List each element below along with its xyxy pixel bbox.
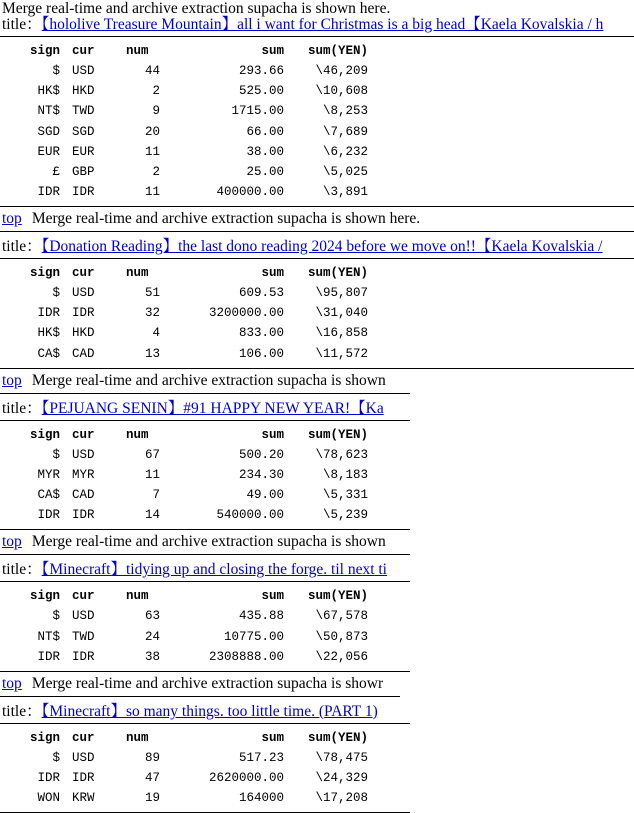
cell-sum: 164000 [238, 791, 284, 806]
top-partial-note [0, 0, 634, 17]
merge-note-row [0, 530, 412, 554]
cell-sum: 833.00 [238, 326, 284, 341]
col-num: num [126, 427, 149, 442]
cell-cur: TWD [72, 629, 95, 644]
cell-sumyen: \11,572 [315, 346, 368, 361]
cell-sum: 10775.00 [223, 629, 284, 644]
col-num: num [126, 44, 149, 58]
col-sign: sign [29, 730, 60, 745]
stream-title-link[interactable]: 【PEJUANG SENIN】#91 HAPPY NEW YEAR!【Ka [41, 399, 384, 417]
cell-sum: 66.00 [246, 124, 284, 139]
cell-cur: HKD [72, 326, 95, 341]
cell-sign: £ [52, 164, 60, 179]
cell-sumyen: \17,208 [315, 791, 368, 806]
supacha-table [8, 586, 374, 667]
supacha-table-wrap [0, 36, 634, 207]
title-label: title： [2, 702, 42, 720]
cell-sumyen: \3,891 [322, 184, 368, 199]
col-sumyen: sum(YEN) [307, 730, 368, 745]
section-1 [0, 10, 634, 207]
cell-sign: NT$ [37, 104, 60, 119]
cell-cur: TWD [72, 104, 95, 119]
supacha-table [8, 263, 374, 364]
cell-sum: 38.00 [246, 144, 284, 159]
cell-cur: USD [72, 64, 95, 79]
cell-sum: 3200000.00 [208, 306, 284, 321]
cell-sumyen: \8,253 [322, 104, 368, 119]
table-header-row [8, 728, 374, 748]
cell-num: 9 [152, 104, 160, 119]
supacha-table-wrap [0, 420, 410, 531]
cell-sum: 540000.00 [216, 508, 284, 523]
col-sum: sum [261, 266, 284, 280]
cell-sum: 525.00 [238, 84, 284, 99]
section-5 [0, 697, 410, 813]
cell-sign: $ [52, 64, 60, 79]
stream-title-link[interactable]: 【Donation Reading】the last dono reading 2024 before we move on!!【Kaela Kovalskia / [41, 238, 603, 255]
cell-sum: 293.66 [238, 64, 284, 79]
table-row [8, 647, 374, 667]
cell-num: 7 [152, 488, 160, 502]
cell-sum: 49.00 [246, 488, 284, 502]
table-row [8, 162, 374, 182]
merge-note-text: Merge real-time and archive extraction supacha is shown [31, 533, 386, 551]
title-label: title： [2, 16, 42, 33]
cell-num: 89 [144, 750, 160, 765]
section-4 [0, 555, 410, 672]
cell-sumyen: \5,025 [322, 164, 368, 179]
cell-sum: 234.30 [238, 467, 284, 482]
cell-sumyen: \22,056 [315, 649, 368, 664]
section-title-row [0, 232, 634, 258]
cell-cur: IDR [72, 184, 95, 199]
cell-sign: IDR [37, 306, 60, 321]
stream-title-link[interactable]: 【hololive Treasure Mountain】all i want for Christmas is a big head【Kaela Kovalskia / h [41, 16, 604, 33]
cell-sign: IDR [37, 184, 60, 199]
cell-sumyen: \5,239 [322, 508, 368, 523]
col-sum: sum [261, 427, 284, 442]
section-title-row [0, 394, 410, 420]
cell-num: 47 [144, 771, 160, 785]
merge-note-text: Merge real-time and archive extraction supacha is showr [31, 674, 384, 692]
cell-num: 4 [152, 326, 160, 341]
table-header-row [8, 263, 374, 283]
title-label: title： [2, 238, 42, 255]
top-link[interactable]: top [2, 674, 22, 692]
cell-sign: NT$ [37, 629, 60, 644]
col-sumyen: sum(YEN) [307, 266, 368, 280]
table-row [8, 182, 374, 202]
merge-note-text: Merge real-time and archive extraction supacha is shown here. [31, 210, 421, 227]
cell-sign: IDR [37, 771, 60, 785]
cell-sign: SGD [37, 124, 60, 139]
cell-sum: 500.20 [238, 447, 284, 462]
table-row [8, 283, 374, 303]
section-title-row [0, 555, 410, 581]
table-row [8, 61, 374, 81]
table-row [8, 465, 374, 485]
table-row [8, 606, 374, 626]
table-header-row [8, 425, 374, 445]
section-2 [0, 232, 634, 369]
table-row [8, 627, 374, 647]
section-title-row [0, 697, 410, 723]
cell-cur: USD [72, 447, 95, 462]
col-sum: sum [261, 589, 284, 604]
top-partial-text: Merge real-time and archive extraction supacha is shown here. [2, 0, 391, 17]
table-row [8, 748, 374, 768]
col-cur: cur [72, 427, 95, 442]
table-row [8, 445, 374, 465]
cell-num: 63 [144, 609, 160, 624]
merge-note-row [0, 207, 634, 231]
cell-num: 2 [152, 164, 160, 179]
cell-cur: IDR [72, 306, 95, 321]
cell-sumyen: \7,689 [322, 124, 368, 139]
cell-sum: 106.00 [238, 346, 284, 361]
cell-sign: $ [52, 447, 60, 462]
cell-cur: KRW [72, 791, 95, 806]
table-header-row [8, 586, 374, 606]
section-title-row [0, 10, 634, 36]
cell-sign: WON [37, 791, 60, 806]
section-3 [0, 394, 410, 531]
cell-sum: 2308888.00 [208, 649, 284, 664]
col-num: num [126, 266, 149, 280]
cell-num: 38 [144, 649, 160, 664]
cell-cur: USD [72, 286, 95, 301]
table-row [8, 122, 374, 142]
col-sum: sum [261, 44, 284, 58]
cell-sign: EUR [37, 144, 60, 159]
cell-sumyen: \31,040 [315, 306, 368, 321]
cell-sum: 435.88 [238, 609, 284, 624]
cell-cur: HKD [72, 84, 95, 99]
col-sumyen: sum(YEN) [307, 589, 368, 604]
top-link[interactable]: top [2, 533, 22, 551]
cell-sumyen: \78,623 [315, 447, 368, 462]
cell-num: 11 [144, 467, 160, 482]
table-row [8, 323, 374, 343]
cell-sumyen: \24,329 [315, 771, 368, 785]
cell-sumyen: \50,873 [315, 629, 368, 644]
cell-num: 51 [144, 286, 160, 301]
table-row [8, 485, 374, 505]
table-row [8, 101, 374, 121]
table-header-row [8, 41, 374, 61]
cell-sum: 2620000.00 [208, 771, 284, 785]
col-num: num [126, 730, 149, 745]
cell-num: 2 [152, 84, 160, 99]
merge-note-row [0, 672, 412, 696]
col-sumyen: sum(YEN) [307, 427, 368, 442]
cell-sumyen: \5,331 [322, 488, 368, 502]
cell-sumyen: \78,475 [315, 750, 368, 765]
stream-title-link[interactable]: 【Minecraft】tidying up and closing the forge. til next ti [41, 561, 387, 579]
merge-note-text: Merge real-time and archive extraction supacha is shown [31, 371, 386, 389]
supacha-table [8, 728, 374, 809]
cell-sign: IDR [37, 649, 60, 664]
cell-sign: HK$ [37, 84, 60, 99]
cell-cur: CAD [72, 346, 95, 361]
col-num: num [126, 589, 149, 604]
cell-cur: USD [72, 609, 95, 624]
table-row [8, 344, 374, 364]
cell-num: 20 [144, 124, 160, 139]
cell-cur: MYR [72, 467, 95, 482]
cell-sumyen: \46,209 [315, 64, 368, 79]
cell-num: 19 [144, 791, 160, 806]
table-row [8, 303, 374, 323]
cell-cur: USD [72, 750, 95, 765]
table-row [8, 768, 374, 788]
table-row [8, 505, 374, 525]
col-sum: sum [261, 730, 284, 745]
supacha-table-wrap [0, 723, 410, 813]
cell-cur: CAD [72, 488, 95, 502]
merge-note-row [0, 369, 412, 393]
cell-sign: MYR [37, 467, 60, 482]
cell-num: 11 [144, 184, 160, 199]
title-label: title： [2, 561, 42, 579]
col-sign: sign [29, 589, 60, 604]
cell-sumyen: \95,807 [315, 286, 368, 301]
table-row [8, 142, 374, 162]
table-row [8, 788, 374, 808]
cell-sum: 1715.00 [231, 104, 284, 119]
cell-sign: HK$ [37, 326, 60, 341]
cell-sumyen: \67,578 [315, 609, 368, 624]
cell-cur: SGD [72, 124, 95, 139]
cell-cur: IDR [72, 771, 95, 785]
supacha-table [8, 41, 374, 202]
cell-sum: 25.00 [246, 164, 284, 179]
cell-sum: 517.23 [238, 750, 284, 765]
col-sign: sign [29, 44, 60, 58]
cell-cur: GBP [72, 164, 95, 179]
cell-num: 67 [144, 447, 160, 462]
col-cur: cur [72, 44, 95, 58]
cell-sign: $ [52, 286, 60, 301]
col-cur: cur [72, 730, 95, 745]
cell-sign: $ [52, 750, 60, 765]
cell-num: 13 [144, 346, 160, 361]
cell-sumyen: \6,232 [322, 144, 368, 159]
supacha-table-wrap [0, 258, 634, 369]
col-sign: sign [29, 266, 60, 280]
col-cur: cur [72, 266, 95, 280]
cell-num: 11 [144, 144, 160, 159]
cell-num: 14 [144, 508, 160, 523]
top-link[interactable]: top [2, 371, 22, 389]
cell-sumyen: \16,858 [315, 326, 368, 341]
cell-sign: IDR [37, 508, 60, 523]
col-sign: sign [29, 427, 60, 442]
table-row [8, 81, 374, 101]
title-label: title： [2, 399, 42, 417]
cell-sign: CA$ [37, 488, 60, 502]
top-link[interactable]: top [2, 210, 22, 227]
cell-sum: 400000.00 [216, 184, 284, 199]
supacha-table [8, 425, 374, 526]
stream-title-link[interactable]: 【Minecraft】so many things. too little time. (PART 1) [41, 702, 378, 720]
cell-num: 24 [144, 629, 160, 644]
cell-num: 32 [144, 306, 160, 321]
cell-cur: EUR [72, 144, 95, 159]
cell-sum: 609.53 [238, 286, 284, 301]
col-sumyen: sum(YEN) [307, 44, 368, 58]
cell-cur: IDR [72, 508, 95, 523]
cell-sumyen: \8,183 [322, 467, 368, 482]
cell-sumyen: \10,608 [315, 84, 368, 99]
col-cur: cur [72, 589, 95, 604]
supacha-table-wrap [0, 581, 410, 672]
cell-sign: $ [52, 609, 60, 624]
cell-num: 44 [144, 64, 160, 79]
cell-sign: CA$ [37, 346, 60, 361]
cell-cur: IDR [72, 649, 95, 664]
